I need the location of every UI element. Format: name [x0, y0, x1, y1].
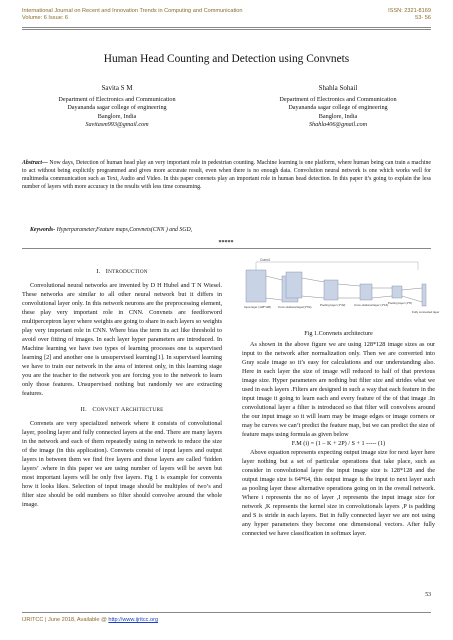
conv-layer-block-back [286, 272, 302, 298]
section-title-initial-2: A [120, 406, 126, 413]
author-name: Shahla Sohail [318, 84, 358, 92]
architecture-paragraph-3: Above equation represents expecting output image size for next layer here layer nothing but a set of particular operations that take place, such as consider in convolutional layer the input image size is 128*128 and the output image size is 64*64, this output image is the input to next layer such as pooling layer these alternative operations going on in the overall network. Where i represents the no of layer ,I represents the input image size for network ,K represents the kernel size in convolutionals layers ,P is padding and S is stride in each layers. But in fully connected layer we are not using any hyper parameters they become one dimensional vectors. After fully connected we have classification in softmax layer. [242, 449, 435, 537]
author-email: Shahla406@gmail.com [308, 121, 368, 129]
author-city: Banglore, India [318, 112, 358, 120]
page-range: 53- 56 [415, 15, 431, 21]
fc-layer-block [422, 284, 426, 306]
author-block-1 [22, 84, 212, 130]
figure-label-pool2: Pooling layer (1*8) [388, 301, 412, 305]
header-rule [22, 27, 431, 28]
section-title-rest: NTRODUCTION [108, 269, 148, 275]
footer-rule [22, 612, 431, 613]
architecture-paragraph-2: As shown in the above figure we are using 128*128 image sizes as our input to the network after normalization only. Then we are converted into Gray scale image so it’s easy for calculations and our understanding also. Here in each layer the size of image will reduced to half of that previous image size. Hyper parameters are nothing but filter size and strides what we used in each layers .Filters are designed in such a way that each feature in the input image it going to learn each and every feature of the of that image .In convolutional layer a filter is introduced so that filter will convolves around the our input image so it will learn may be image edges or image corners or may be curves we can’t predict the feature map, but we can predict the size of feature maps using formula as given below [242, 341, 435, 438]
figure-caption: Fig 1.Convnets architecture [304, 330, 373, 337]
footer-text: IJRITCC | June 2018, Available @ [22, 617, 109, 623]
journal-volume: Volume: 6 Issue: 6 [22, 15, 69, 21]
section-title-rest: ONVNET [96, 407, 121, 413]
figure-top-label: Conv4 [260, 258, 270, 262]
separator-stars: ***** [215, 240, 237, 246]
figure-label-pool1: Pooling layer (1*32) [320, 303, 346, 307]
section-number: I. [96, 268, 101, 275]
abstract-label: Abstract— [22, 160, 48, 166]
pool-layer-block [324, 280, 338, 300]
footer [22, 617, 158, 623]
feature-map-formula: F.M (i) = (1 – K + 2P) / S + 1 ----- (1) [291, 440, 386, 447]
author-city: Banglore, India [97, 112, 137, 120]
issn-header [388, 8, 431, 22]
author-name: Savita S M [101, 84, 133, 92]
section-title-rest-2: RCHITECTURE [125, 407, 164, 413]
header-rule-2 [22, 29, 431, 30]
footer-link[interactable]: http://www.ijritcc.org [108, 617, 159, 623]
left-column [22, 267, 222, 509]
keywords [30, 227, 192, 233]
conv2-layer-block [360, 284, 372, 300]
author-college: Dayananda sagar college of engineering [288, 104, 388, 112]
figure-label-conv1: Conv-olutional layer(1*64) [278, 305, 312, 309]
section-title-initial: I [105, 268, 109, 275]
keywords-label: Keywords- [30, 227, 56, 233]
author-email: Savitasm993@gmail.com [85, 121, 149, 129]
abstract-text: Now days, Detection of human head play an very important role in pedestrian counting. Machine learning is one platform, where human being can train a machine to act without being explicitly programmed and gives more accurate result, even when there is no enough data. Convolution neural network is one which works well for multimedia communication such as Text, Audio and Video. In this paper convnets play an important role in human head detection. In this paper it’s going to explain the less number of layers with more accuracy in the results with less time consuming. [22, 160, 431, 191]
journal-header [22, 8, 242, 22]
intro-paragraph: Convolutional neural networks are invented by D H Hubel and T N Wiesel. These networks are similar to all other neural network but it differs in convolutional layer only. In this network neurons are the preprocessing element, these play very important role in CNN. Convnets are feedforword multiperceptron layer where weights are going to share in each layers so weights play very important role in CNN. Where bias the term its act like threshold to avoid over fitting of images. In each layer hyper parameters are introduced. In Machine learning we have two types of learning processes one is supervised learning [2] and another one is unsupervised learning[1]. In supervised learning we have to train our network in the area of interest only, in this learning stage you are the teacher to the network you are forcing you to the network to learn only those features. Unsupervised nothing but randomly we are extracting features. [22, 282, 222, 397]
section-heading-introduction [22, 267, 222, 277]
author-dept: Department of Electronics and Communication [58, 95, 176, 103]
section-number: II. [80, 406, 87, 413]
abstract [22, 159, 431, 191]
figure-label-conv2: Conv-olutional layer (1*16) [354, 303, 389, 307]
journal-name: International Journal on Recent and Innovation Trends in Computing and Communication [22, 8, 243, 14]
author-dept: Department of Electronics and Communication [279, 95, 397, 103]
issn: ISSN: 2321-8169 [388, 8, 431, 14]
paper-title: Human Head Counting and Detection using Convnets [103, 53, 350, 65]
separator-rule [22, 248, 431, 249]
author-block-2 [236, 84, 440, 130]
figure-label-input: Input layer (128*128) [244, 305, 271, 309]
author-college: Dayananda sagar college of engineering [67, 104, 167, 112]
architecture-paragraph: Convnets are very specialized network where it consists of convolutional layer, pooling layer and fully connected layers at the end. There are many layers in the network and each of them repeatedly using in network to reduce the size of the image (in this application). Convnets consist of input layers and output layers in between them we find five layers and those layers are called ‘hidden layers’ .where in this paper we are using number of layers will be seven but most important layers will be only five layers. Fig 1 is example for convents how it looks likes. Selection of input image should be multiples of two’s and filter size should be odd numbers so filter should convolve around the whole image. [22, 420, 222, 508]
convnet-architecture-figure [242, 256, 440, 328]
right-column [242, 340, 435, 538]
input-layer-block [246, 270, 266, 302]
page-number: 53 [425, 592, 431, 598]
pool2-layer-block [392, 286, 402, 298]
section-title-initial: C [92, 406, 97, 413]
keywords-text: Hyperparameter,Feature maps,Convnets(CNN ) and SGD, [55, 227, 193, 233]
section-heading-architecture [22, 405, 222, 415]
figure-label-fc: Fully connected layer [412, 310, 440, 314]
